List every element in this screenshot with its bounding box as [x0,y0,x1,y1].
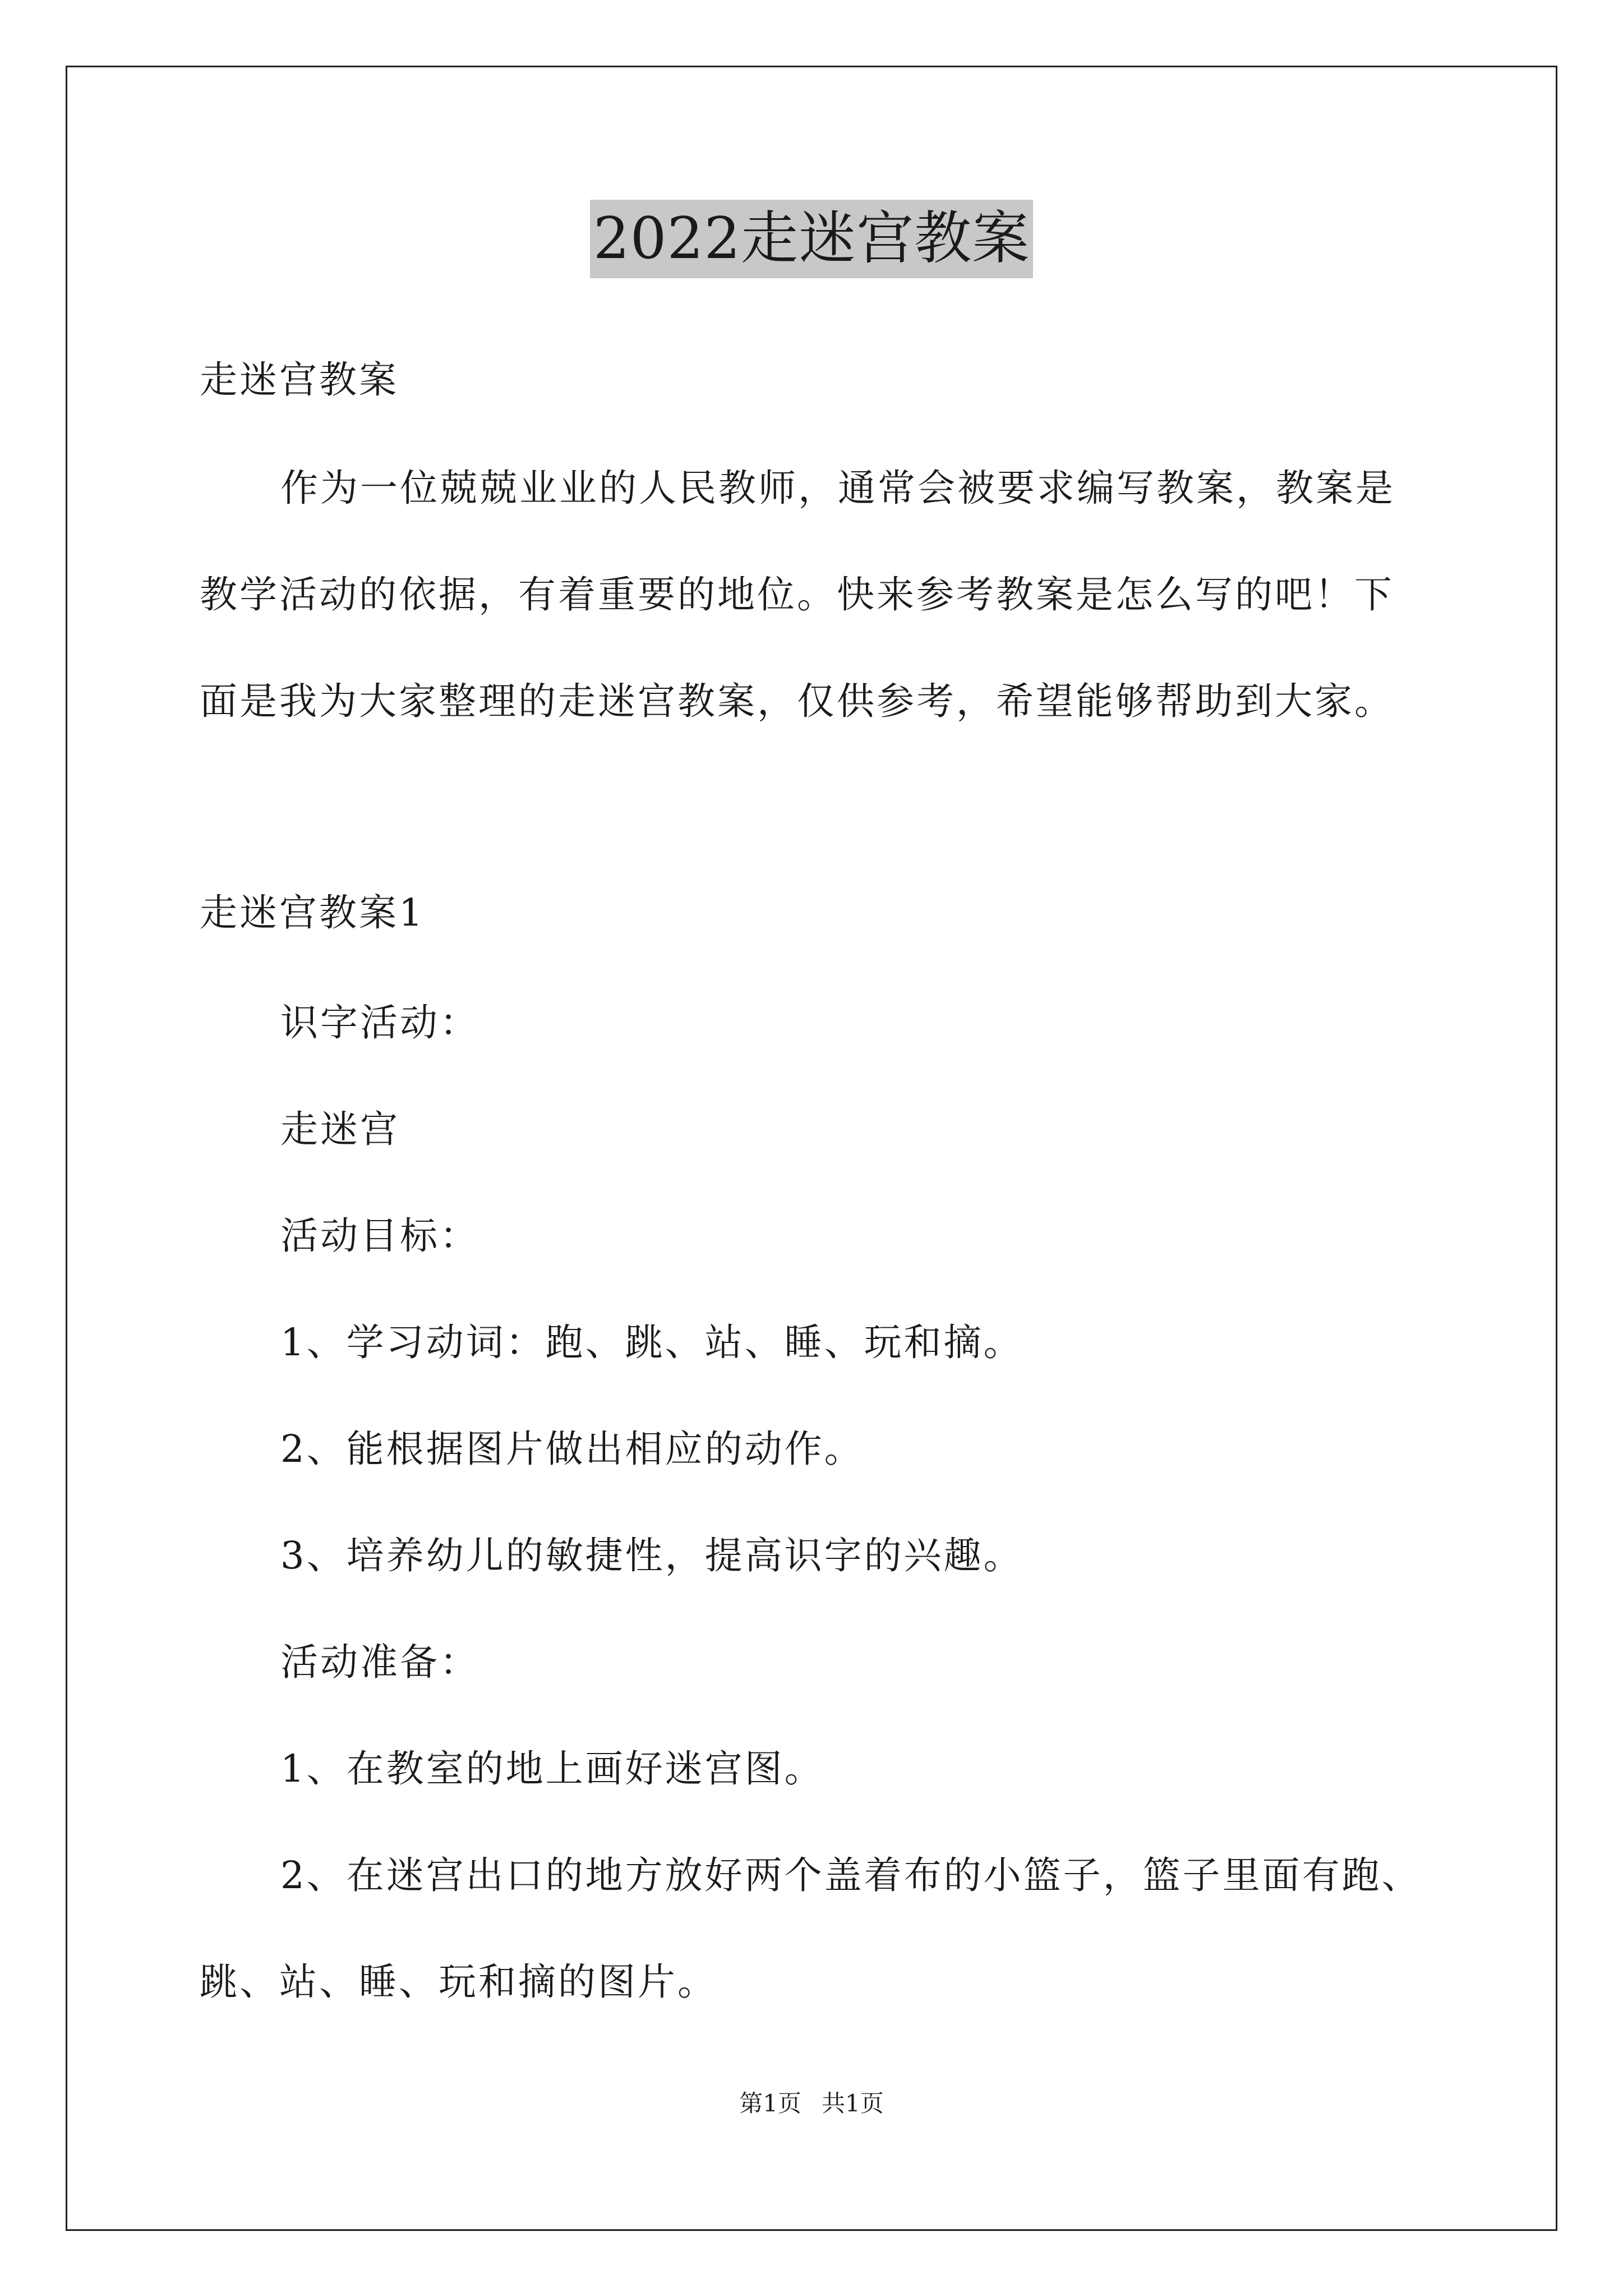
body-line-continuation: 跳、站、睡、玩和摘的图片。 [200,1960,717,2004]
body-line: 1、学习动词：跑、跳、站、睡、玩和摘。 [280,1320,1023,1364]
body-line: 1、在教室的地上画好迷宫图。 [280,1747,824,1791]
intro-line-2: 教学活动的依据，有着重要的地位。快来参考教案是怎么写的吧！下 [200,573,1394,616]
body-line: 2、能根据图片做出相应的动作。 [280,1427,864,1471]
body-line: 活动准备： [280,1640,479,1684]
intro-line-3: 面是我为大家整理的走迷宫教案，仅供参考，希望能够帮助到大家。 [200,679,1394,723]
body-line: 识字活动： [280,1001,479,1045]
body-line: 3、培养幼儿的敏捷性，提高识字的兴趣。 [280,1534,1023,1577]
document-title: 2022走迷宫教案 [590,200,1034,278]
page-footer [0,2087,1623,2120]
section-heading: 走迷宫教案1 [200,891,425,935]
body-line: 2、在迷宫出口的地方放好两个盖着布的小篮子，篮子里面有跑、 [280,1853,1422,1897]
subtitle: 走迷宫教案 [200,358,399,402]
body-line: 活动目标： [280,1214,479,1258]
page-number: 第1页 [739,2090,801,2117]
title-container [0,200,1623,278]
body-line: 走迷宫 [280,1107,400,1151]
intro-line-1: 作为一位兢兢业业的人民教师，通常会被要求编写教案，教案是 [280,466,1395,510]
page-total: 共1页 [822,2090,884,2117]
